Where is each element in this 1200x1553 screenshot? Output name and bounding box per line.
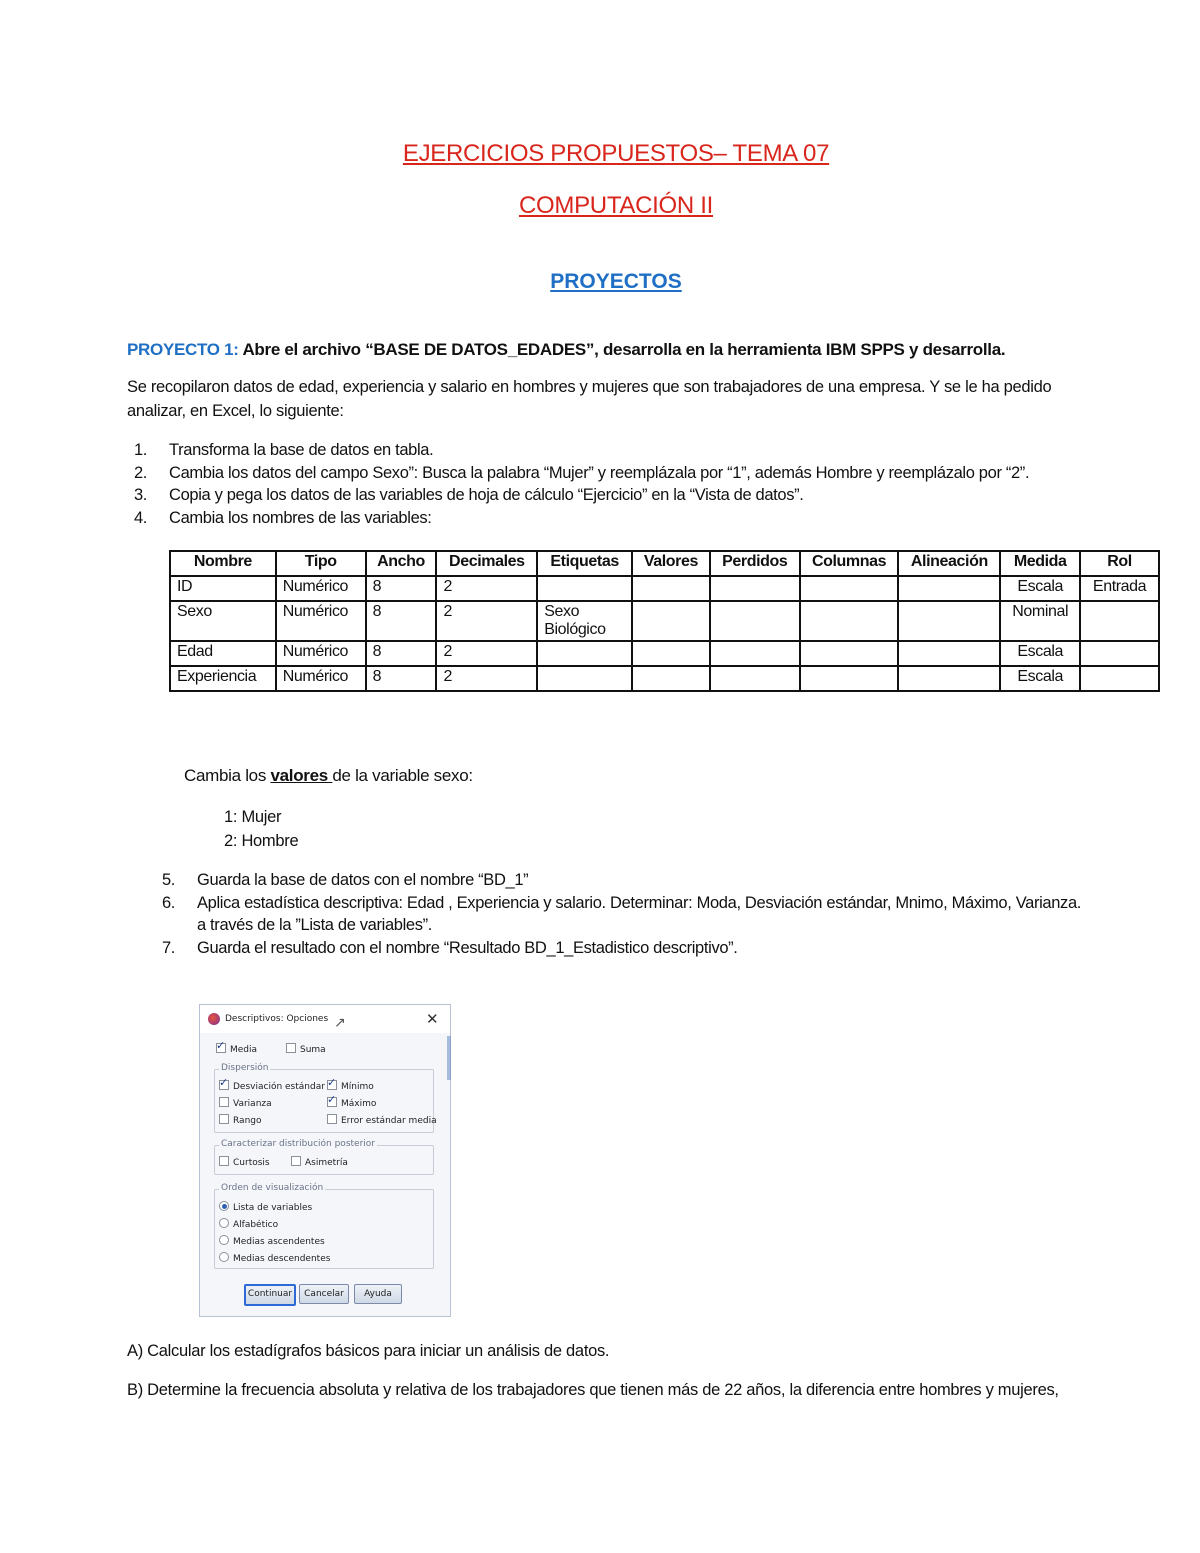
distribution-group	[214, 1139, 434, 1175]
distribution-title: Caracterizar distribución posterior	[221, 1139, 375, 1149]
table-cell: 8	[366, 641, 437, 666]
cursor-icon: ↗	[334, 1015, 346, 1031]
list-item: 2. Cambia los datos del campo Sexo”: Busca la palabra “Mujer” y reemplázala por “1”, además Hombre y reemplázalo por “2”.	[133, 463, 1030, 482]
asimetria-checkbox[interactable]: Asimetría	[291, 1156, 348, 1168]
table-cell: Edad	[170, 641, 276, 666]
table-cell: 2	[436, 666, 537, 691]
column-header: Medida	[1000, 551, 1080, 576]
descriptives-options-dialog	[199, 1004, 451, 1317]
column-header: Perdidos	[710, 551, 800, 576]
suma-checkbox[interactable]: Suma	[286, 1043, 326, 1055]
table-cell	[632, 576, 710, 601]
list-item: 4. Cambia los nombres de las variables:	[133, 508, 432, 527]
table-row	[170, 576, 1159, 601]
continuar-button[interactable]: Continuar	[244, 1284, 296, 1306]
table-cell	[710, 641, 800, 666]
table-cell	[800, 601, 899, 641]
table-cell	[1080, 641, 1159, 666]
section-title: PROYECTOS	[550, 270, 682, 293]
table-cell	[898, 576, 1000, 601]
doc-title: EJERCICIOS PROPUESTOS– TEMA 07	[402, 140, 830, 167]
lista-radio[interactable]: Lista de variables	[219, 1201, 312, 1213]
dispersion-group	[214, 1063, 437, 1133]
table-cell: Sexo Biológico	[537, 601, 632, 641]
spss-app-icon	[208, 1013, 220, 1025]
minimo-checkbox[interactable]: ✓ Mínimo	[327, 1080, 374, 1092]
intro-line-2: analizar, en Excel, lo siguiente:	[127, 402, 344, 420]
column-header: Ancho	[366, 551, 437, 576]
table-cell: ID	[170, 576, 276, 601]
table-cell: Escala	[1000, 666, 1080, 691]
column-header: Valores	[632, 551, 710, 576]
table-cell: 8	[366, 666, 437, 691]
table-row	[170, 601, 1159, 641]
table-cell	[898, 666, 1000, 691]
column-header: Rol	[1080, 551, 1159, 576]
dispersion-title: Dispersión	[221, 1063, 269, 1073]
curtosis-checkbox[interactable]: Curtosis	[219, 1156, 270, 1168]
column-header: Alineación	[898, 551, 1000, 576]
table-cell: Sexo	[170, 601, 276, 641]
table-cell: Nominal	[1000, 601, 1080, 641]
table-cell	[898, 641, 1000, 666]
table-cell: Numérico	[276, 641, 366, 666]
project-label: PROYECTO 1:	[127, 340, 239, 359]
variables-table	[169, 550, 1160, 692]
display-order-group	[214, 1183, 434, 1269]
table-cell	[1080, 666, 1159, 691]
alfabetico-radio[interactable]: Alfabético	[219, 1218, 278, 1230]
value-item-1: 1: Mujer	[224, 808, 282, 826]
table-cell: 8	[366, 576, 437, 601]
error-checkbox[interactable]: Error estándar media	[327, 1114, 437, 1126]
question-b: B) Determine la frecuencia absoluta y relativa de los trabajadores que tienen más de 22 años, la diferencia entre hombres y mujeres,	[127, 1381, 1059, 1399]
table-cell	[800, 576, 899, 601]
desviacion-checkbox[interactable]: ✓Desviación estándar	[219, 1080, 325, 1092]
values-suffix: de la variable sexo:	[332, 766, 473, 785]
table-cell	[632, 641, 710, 666]
table-cell	[632, 601, 710, 641]
column-header: Etiquetas	[537, 551, 632, 576]
list-item: 7. Guarda el resultado con el nombre “Resultado BD_1_Estadistico descriptivo”.	[161, 938, 738, 957]
dialog-titlebar	[200, 1005, 450, 1033]
table-cell	[1080, 601, 1159, 641]
steps-list	[127, 439, 1187, 529]
course-title: COMPUTACIÓN II	[518, 192, 714, 219]
table-cell: Numérico	[276, 601, 366, 641]
table-cell	[710, 601, 800, 641]
table-cell: 2	[436, 601, 537, 641]
table-cell: Numérico	[276, 576, 366, 601]
table-cell: Numérico	[276, 666, 366, 691]
table-cell: 2	[436, 641, 537, 666]
values-emphasis: valores	[270, 766, 333, 785]
value-item-2: 2: Hombre	[224, 832, 299, 850]
dialog-title: Descriptivos: Opciones	[225, 1014, 329, 1024]
table-cell	[710, 576, 800, 601]
medias-desc-radio[interactable]: Medias descendentes	[219, 1252, 330, 1264]
media-checkbox[interactable]: ✓Media	[216, 1043, 257, 1055]
question-a: A) Calcular los estadígrafos básicos para iniciar un análisis de datos.	[127, 1342, 610, 1360]
table-cell	[537, 666, 632, 691]
maximo-checkbox[interactable]: ✓ Máximo	[327, 1097, 376, 1109]
column-header: Columnas	[800, 551, 899, 576]
list-item: 3. Copia y pega los datos de las variables de hoja de cálculo “Ejercicio” en la “Vista de datos”.	[133, 486, 804, 504]
list-item: 5. Guarda la base de datos con el nombre “BD_1”	[161, 871, 529, 889]
table-cell	[537, 576, 632, 601]
table-cell	[898, 601, 1000, 641]
table-cell: 8	[366, 601, 437, 641]
cancelar-button[interactable]: Cancelar	[299, 1284, 349, 1304]
table-header-row	[170, 551, 1159, 576]
values-instruction	[184, 764, 473, 788]
table-cell	[710, 666, 800, 691]
project-instruction: Abre el archivo “BASE DE DATOS_EDADES”, desarrolla en la herramienta IBM SPPS y desarrolla.	[242, 340, 1006, 359]
column-header: Decimales	[436, 551, 537, 576]
table-cell: Escala	[1000, 576, 1080, 601]
table-cell: Entrada	[1080, 576, 1159, 601]
table-cell: 2	[436, 576, 537, 601]
ayuda-button[interactable]: Ayuda	[354, 1284, 402, 1304]
display-order-title: Orden de visualización	[221, 1183, 324, 1193]
table-row	[170, 641, 1159, 666]
column-header: Tipo	[276, 551, 366, 576]
table-cell: Experiencia	[170, 666, 276, 691]
list-item: 6. Aplica estadística descriptiva: Edad , Experiencia y salario. Determinar: Moda, Desviación estándar, Mnimo, Máximo, Varianza. a través de la ”Lista de variables”.	[161, 893, 1082, 934]
medias-asc-radio[interactable]: Medias ascendentes	[219, 1235, 325, 1247]
list-item: 1. Transforma la base de datos en tabla.	[133, 441, 434, 459]
varianza-checkbox[interactable]: Varianza	[219, 1097, 272, 1109]
table-cell	[632, 666, 710, 691]
table-cell	[800, 641, 899, 666]
rango-checkbox[interactable]: Rango	[219, 1114, 262, 1126]
column-header: Nombre	[170, 551, 276, 576]
close-icon[interactable]: ✕	[426, 1010, 439, 1028]
table-cell	[537, 641, 632, 666]
values-prefix: Cambia los	[184, 766, 271, 785]
intro-line-1: Se recopilaron datos de edad, experiencia y salario en hombres y mujeres que son trabajadores de una empresa. Y se le ha pedido	[127, 378, 1052, 396]
table-row	[170, 666, 1159, 691]
background-window-edge	[447, 1036, 451, 1080]
project-intro	[127, 375, 1187, 423]
table-cell	[800, 666, 899, 691]
project-heading	[127, 340, 1005, 360]
steps-list-continued	[155, 869, 1175, 959]
table-cell: Escala	[1000, 641, 1080, 666]
